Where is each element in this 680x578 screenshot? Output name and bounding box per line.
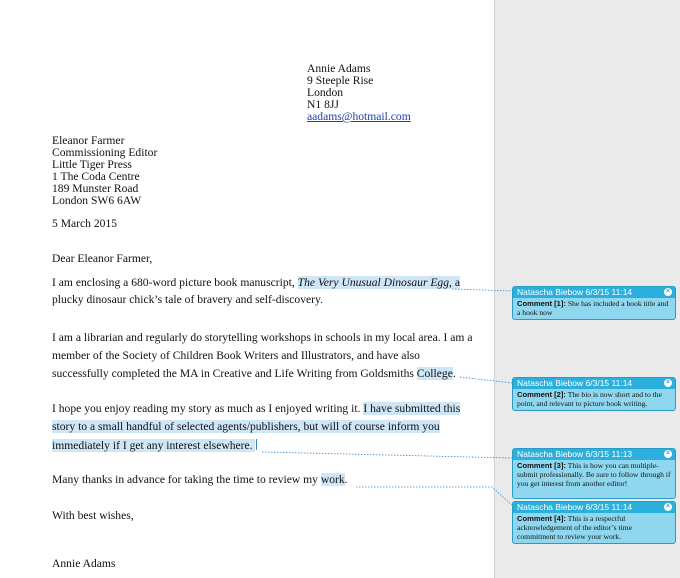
comment-3-header xyxy=(513,449,675,460)
close-icon[interactable]: × xyxy=(665,379,671,386)
p1-comma: , a xyxy=(449,276,460,289)
p4-highlight: work xyxy=(320,473,345,486)
comment-balloon-1[interactable] xyxy=(512,286,676,320)
comment-3-text: This is how you can multiple-submit professionally. Be sure to follow through if you get interest from another editor! xyxy=(517,461,671,488)
comment-4-author-date: Natascha Biebow 6/3/15 11:14 xyxy=(517,502,633,512)
close-icon[interactable]: × xyxy=(665,288,671,295)
paragraph-4 xyxy=(52,474,348,485)
recipient-name: Eleanor Farmer xyxy=(52,134,125,147)
comment-1-body xyxy=(513,298,675,319)
comment-balloon-3[interactable] xyxy=(512,448,676,499)
comment-2-author-date: Natascha Biebow 6/3/15 11:14 xyxy=(517,378,633,388)
paragraph-2-line-1: I am a librarian and regularly do storytelling workshops in schools in my local area. I am a xyxy=(52,331,473,344)
p2-period: . xyxy=(452,367,456,380)
paragraph-2-line-3 xyxy=(52,368,456,379)
paragraph-2-line-2: member of the Society of Children Book Writers and Illustrators, and have also xyxy=(52,349,420,362)
comment-balloon-2[interactable] xyxy=(512,377,676,411)
paragraph-1-line-1 xyxy=(52,277,460,288)
comment-balloon-4[interactable] xyxy=(512,501,676,544)
comment-3-body xyxy=(513,460,675,490)
comment-1-author-date: Natascha Biebow 6/3/15 11:14 xyxy=(517,287,633,297)
signature: Annie Adams xyxy=(52,557,116,570)
p4-period: . xyxy=(344,473,348,486)
comment-2-label: Comment [2]: xyxy=(517,390,566,399)
sender-name: Annie Adams xyxy=(307,62,371,75)
comment-4-body xyxy=(513,513,675,543)
text-cursor xyxy=(256,439,257,450)
comment-4-text: This is a respectful acknowledgement of the editor’s time commitment to review your work. xyxy=(517,514,632,541)
closing: With best wishes, xyxy=(52,509,134,522)
recipient-address-line3: London SW6 6AW xyxy=(52,194,142,207)
comment-3-label: Comment [3]: xyxy=(517,461,566,470)
close-icon[interactable]: × xyxy=(665,450,671,457)
book-title: The Very Unusual Dinosaur Egg xyxy=(297,276,450,289)
sender-postcode: N1 8JJ xyxy=(307,98,339,111)
paragraph-3-line-1 xyxy=(52,403,460,414)
p3-highlight-2: story to a small handful of selected agents/publishers, but will of course inform you xyxy=(52,420,440,433)
recipient-title: Commissioning Editor xyxy=(52,146,158,159)
p3-text: I hope you enjoy reading my story as much as I enjoyed writing it. xyxy=(52,402,364,415)
p3-highlight-1: I have submitted this xyxy=(363,402,461,415)
letter-date: 5 March 2015 xyxy=(52,217,118,230)
comment-2-header xyxy=(513,378,675,389)
recipient-address-line2: 189 Munster Road xyxy=(52,182,139,195)
comment-2-text: The bio is now short and to the point, and relevant to picture book writing. xyxy=(517,390,662,408)
p2-text: successfully completed the MA in Creative and Life Writing from Goldsmiths xyxy=(52,367,417,380)
sender-city: London xyxy=(307,86,344,99)
paragraph-1-line-2: plucky dinosaur chick’s tale of bravery and self-discovery. xyxy=(52,293,323,306)
comment-4-header xyxy=(513,502,675,513)
comment-2-body xyxy=(513,389,675,410)
p3-highlight-3: immediately if I get any interest elsewhere. xyxy=(52,439,256,452)
p2-highlight: College xyxy=(416,367,453,380)
paragraph-3-line-2 xyxy=(52,421,440,432)
comment-4-label: Comment [4]: xyxy=(517,514,566,523)
recipient-company: Little Tiger Press xyxy=(52,158,132,171)
salutation: Dear Eleanor Farmer, xyxy=(52,252,153,265)
recipient-address-line1: 1 The Coda Centre xyxy=(52,170,140,183)
sender-email-link[interactable]: aadams@hotmail.com xyxy=(307,110,411,123)
paragraph-3-line-3 xyxy=(52,439,257,451)
comment-1-header xyxy=(513,287,675,298)
comment-3-author-date: Natascha Biebow 6/3/15 11:13 xyxy=(517,449,633,459)
p4-text: Many thanks in advance for taking the time to review my xyxy=(52,473,321,486)
p1-text: I am enclosing a 680-word picture book manuscript, xyxy=(52,276,298,289)
comment-1-text: She has included a book title and a hook now xyxy=(517,299,669,317)
sender-street: 9 Steeple Rise xyxy=(307,74,374,87)
close-icon[interactable]: × xyxy=(665,503,671,510)
comment-1-label: Comment [1]: xyxy=(517,299,566,308)
